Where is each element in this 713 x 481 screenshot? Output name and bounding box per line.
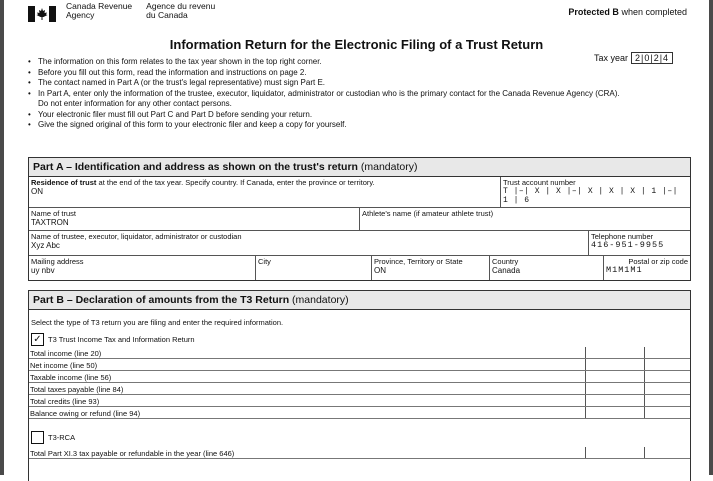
telephone-field[interactable]: Telephone number 416-951-9955 <box>591 232 665 250</box>
line-rca-tax[interactable]: Total Part XI.3 tax payable or refundable in the year (line 646) <box>29 447 690 459</box>
canada-flag-icon <box>28 6 56 22</box>
tax-year-field[interactable]: 2|0|2|4 <box>631 52 673 64</box>
part-b-intro: Select the type of T3 return you are filing and enter the required information. <box>31 318 284 327</box>
rca-checkbox[interactable] <box>31 431 44 444</box>
postal-code-field[interactable]: Postal or zip code M1M1M1 <box>606 257 688 275</box>
instructions-list <box>28 57 628 131</box>
city-field[interactable]: City <box>256 256 372 280</box>
province-field[interactable]: Province, Territory or State ON <box>372 256 490 280</box>
t3-lines <box>29 347 690 419</box>
t3-option[interactable] <box>29 331 690 347</box>
part-b-section <box>28 290 691 481</box>
trustee-name-field[interactable]: Name of trustee, executor, liquidator, administrator or custodian Xyz Abc <box>29 231 589 255</box>
viewer-left-edge <box>0 0 4 475</box>
instruction-item: • Before you fill out this form, read the information and instructions on page 2. <box>28 68 628 79</box>
part-b-heading: Part B – Declaration of amounts from the T3 Return (mandatory) <box>29 291 690 310</box>
agency-header <box>28 2 215 22</box>
viewer-right-edge <box>709 0 713 475</box>
athlete-name-field[interactable]: Athlete's name (if amateur athlete trust) <box>362 209 494 218</box>
agency-name-fr: Agence du revenu du Canada <box>146 1 216 20</box>
part-a-heading: Part A – Identification and address as shown on the trust's return (mandatory) <box>29 158 690 177</box>
part-a-section <box>28 157 691 281</box>
form-title: Information Return for the Electronic Filing of a Trust Return <box>169 37 544 52</box>
rca-label: T3-RCA <box>48 433 76 442</box>
country-field[interactable]: Country Canada <box>490 256 604 280</box>
residence-field[interactable]: Residence of trust at the end of the tax year. Specify country. If Canada, enter the province or territory. ON <box>29 177 501 207</box>
trust-account-field[interactable]: Trust account number T |–| X | X |–| X | X | X | 1 |–| 1 | 6 <box>503 178 678 205</box>
instruction-item: • The information on this form relates to the tax year shown in the top right corner. <box>28 57 628 68</box>
line-net-income[interactable]: Net income (line 50) <box>29 359 690 371</box>
line-balance-owing[interactable]: Balance owing or refund (line 94) <box>29 407 690 419</box>
instruction-item: • In Part A, enter only the information of the trustee, executor, liquidator, administrator or custodian who is the primary contact for the Canada Revenue Agency (CRA). Do not enter information for any other contact persons. <box>28 89 628 110</box>
line-total-credits[interactable]: Total credits (line 93) <box>29 395 690 407</box>
instruction-item: • Give the signed original of this form to your electronic filer and keep a copy for yourself. <box>28 120 628 131</box>
trust-name-field[interactable]: Name of trust TAXTRON <box>29 208 360 230</box>
protected-notice: Protected B when completed <box>568 7 687 17</box>
tax-year-label: Tax year <box>594 53 629 63</box>
t3-checkbox[interactable]: ✓ <box>31 333 44 346</box>
instruction-item: • The contact named in Part A (or the trust's legal representative) must sign Part E. <box>28 78 628 89</box>
mailing-address-field[interactable]: Mailing address uy nbv <box>29 256 256 280</box>
instruction-item: • Your electronic filer must fill out Part C and Part D before sending your return. <box>28 110 628 121</box>
rca-option[interactable] <box>29 419 690 447</box>
line-total-taxes[interactable]: Total taxes payable (line 84) <box>29 383 690 395</box>
line-total-income[interactable]: Total income (line 20) <box>29 347 690 359</box>
line-taxable-income[interactable]: Taxable income (line 56) <box>29 371 690 383</box>
t3-label: T3 Trust Income Tax and Information Return <box>48 335 195 344</box>
agency-name-en: Canada Revenue Agency <box>66 1 133 20</box>
